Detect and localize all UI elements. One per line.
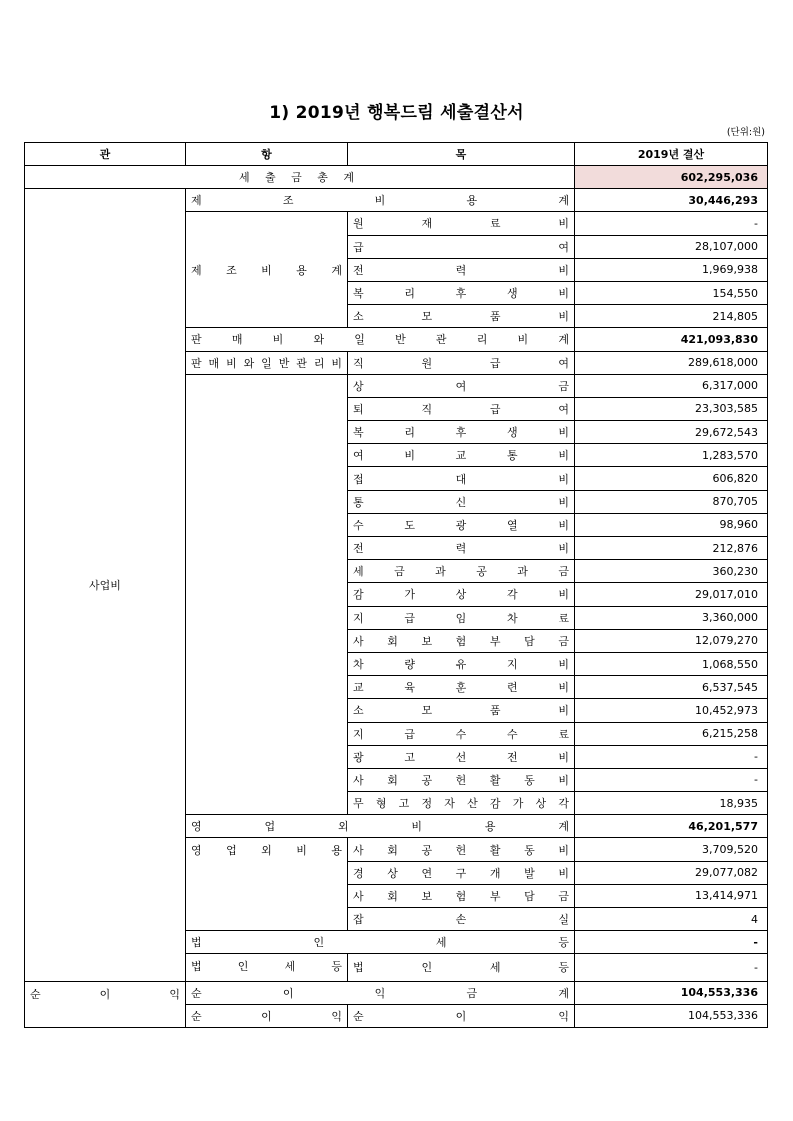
gwan-business: 사업비 bbox=[25, 189, 186, 981]
mok-label: 상 여 금 bbox=[348, 374, 575, 397]
mok-value: 6,317,000 bbox=[575, 374, 768, 397]
header-hang: 항 bbox=[186, 143, 348, 166]
header-mok: 목 bbox=[348, 143, 575, 166]
mok-label: 순 이 익 bbox=[348, 1004, 575, 1027]
hang-empty bbox=[186, 374, 348, 815]
mok-label: 감 가 상 각 비 bbox=[348, 583, 575, 606]
mok-value: 6,537,545 bbox=[575, 676, 768, 699]
subtotal-value: 104,553,336 bbox=[575, 981, 768, 1004]
mok-label: 차 량 유 지 비 bbox=[348, 652, 575, 675]
mok-label: 사 회 보 험 부 담 금 bbox=[348, 629, 575, 652]
mok-label: 무 형 고 정 자 산 감 가 상 각 bbox=[348, 792, 575, 815]
mok-label: 사 회 보 험 부 담 금 bbox=[348, 884, 575, 907]
mok-value: 12,079,270 bbox=[575, 629, 768, 652]
mok-label: 전 력 비 bbox=[348, 537, 575, 560]
mok-label: 전 력 비 bbox=[348, 258, 575, 281]
mok-value: 154,550 bbox=[575, 281, 768, 304]
subtotal-value: 421,093,830 bbox=[575, 328, 768, 351]
subtotal-label: 판 매 비 와 일 반 관 리 비 계 bbox=[186, 328, 575, 351]
subtotal-value: - bbox=[575, 931, 768, 954]
grand-total-label: 세 출 금 총 계 bbox=[25, 166, 575, 189]
mok-label: 지 급 수 수 료 bbox=[348, 722, 575, 745]
mok-label: 원 재 료 비 bbox=[348, 212, 575, 235]
settlement-table bbox=[24, 142, 768, 1028]
mok-value: - bbox=[575, 212, 768, 235]
mok-label: 접 대 비 bbox=[348, 467, 575, 490]
grand-total-value: 602,295,036 bbox=[575, 166, 768, 189]
page-title: 1) 2019년 행복드림 세출결산서 bbox=[269, 103, 524, 123]
mok-value: - bbox=[575, 768, 768, 791]
hang-label: 판 매 비 와 일 반 관 리 비 bbox=[186, 351, 348, 374]
mok-value: 29,017,010 bbox=[575, 583, 768, 606]
mok-label: 사 회 공 헌 활 동 비 bbox=[348, 768, 575, 791]
mok-value: 360,230 bbox=[575, 560, 768, 583]
mok-value: 214,805 bbox=[575, 305, 768, 328]
subtotal-row-manufacturing bbox=[25, 189, 768, 212]
mok-value: 29,077,082 bbox=[575, 861, 768, 884]
table-header-row bbox=[25, 143, 768, 166]
mok-value: 1,283,570 bbox=[575, 444, 768, 467]
mok-value: 3,360,000 bbox=[575, 606, 768, 629]
mok-value: 98,960 bbox=[575, 513, 768, 536]
mok-value: 18,935 bbox=[575, 792, 768, 815]
mok-label: 교 육 훈 련 비 bbox=[348, 676, 575, 699]
mok-value: 4 bbox=[575, 908, 768, 931]
mok-value: 870,705 bbox=[575, 490, 768, 513]
subtotal-label: 제 조 비 용 계 bbox=[186, 189, 575, 212]
mok-value: - bbox=[575, 954, 768, 981]
unit-label: (단위:원) bbox=[726, 127, 765, 138]
subtotal-value: 30,446,293 bbox=[575, 189, 768, 212]
mok-value: 104,553,336 bbox=[575, 1004, 768, 1027]
subtotal-label: 영 업 외 비 용 계 bbox=[186, 815, 575, 838]
header-settlement: 2019년 결산 bbox=[575, 143, 768, 166]
subtotal-value: 46,201,577 bbox=[575, 815, 768, 838]
mok-label: 잡 손 실 bbox=[348, 908, 575, 931]
mok-value: 1,068,550 bbox=[575, 652, 768, 675]
mok-label: 지 급 임 차 료 bbox=[348, 606, 575, 629]
mok-label: 광 고 선 전 비 bbox=[348, 745, 575, 768]
hang-label: 제 조 비 용 계 bbox=[186, 212, 348, 328]
mok-value: 1,969,938 bbox=[575, 258, 768, 281]
mok-label: 직 원 급 여 bbox=[348, 351, 575, 374]
mok-value: 3,709,520 bbox=[575, 838, 768, 861]
mok-label: 수 도 광 열 비 bbox=[348, 513, 575, 536]
grand-total-row bbox=[25, 166, 768, 189]
mok-value: 13,414,971 bbox=[575, 884, 768, 907]
mok-value: 212,876 bbox=[575, 537, 768, 560]
hang-label: 순 이 익 bbox=[186, 1004, 348, 1027]
mok-label: 법 인 세 등 bbox=[348, 954, 575, 981]
subtotal-row-net-income bbox=[25, 981, 768, 1004]
mok-value: 23,303,585 bbox=[575, 397, 768, 420]
mok-value: 29,672,543 bbox=[575, 421, 768, 444]
mok-value: 606,820 bbox=[575, 467, 768, 490]
subtotal-label: 법 인 세 등 bbox=[186, 931, 575, 954]
mok-label: 소 모 품 비 bbox=[348, 305, 575, 328]
mok-label: 소 모 품 비 bbox=[348, 699, 575, 722]
mok-value: 10,452,973 bbox=[575, 699, 768, 722]
mok-label: 여 비 교 통 비 bbox=[348, 444, 575, 467]
mok-label: 퇴 직 급 여 bbox=[348, 397, 575, 420]
mok-value: 28,107,000 bbox=[575, 235, 768, 258]
header-gwan: 관 bbox=[25, 143, 186, 166]
mok-label: 세 금 과 공 과 금 bbox=[348, 560, 575, 583]
gwan-net-income: 순 이 익 bbox=[25, 981, 186, 1027]
subtotal-label: 순 이 익 금 계 bbox=[186, 981, 575, 1004]
hang-label: 영 업 외 비 용 bbox=[186, 838, 348, 931]
mok-label: 복 리 후 생 비 bbox=[348, 421, 575, 444]
mok-label: 사 회 공 헌 활 동 비 bbox=[348, 838, 575, 861]
mok-label: 복 리 후 생 비 bbox=[348, 281, 575, 304]
mok-value: 6,215,258 bbox=[575, 722, 768, 745]
mok-value: - bbox=[575, 745, 768, 768]
hang-label: 법 인 세 등 bbox=[186, 954, 348, 981]
mok-label: 경 상 연 구 개 발 비 bbox=[348, 861, 575, 884]
mok-value: 289,618,000 bbox=[575, 351, 768, 374]
mok-label: 통 신 비 bbox=[348, 490, 575, 513]
mok-label: 급 여 bbox=[348, 235, 575, 258]
